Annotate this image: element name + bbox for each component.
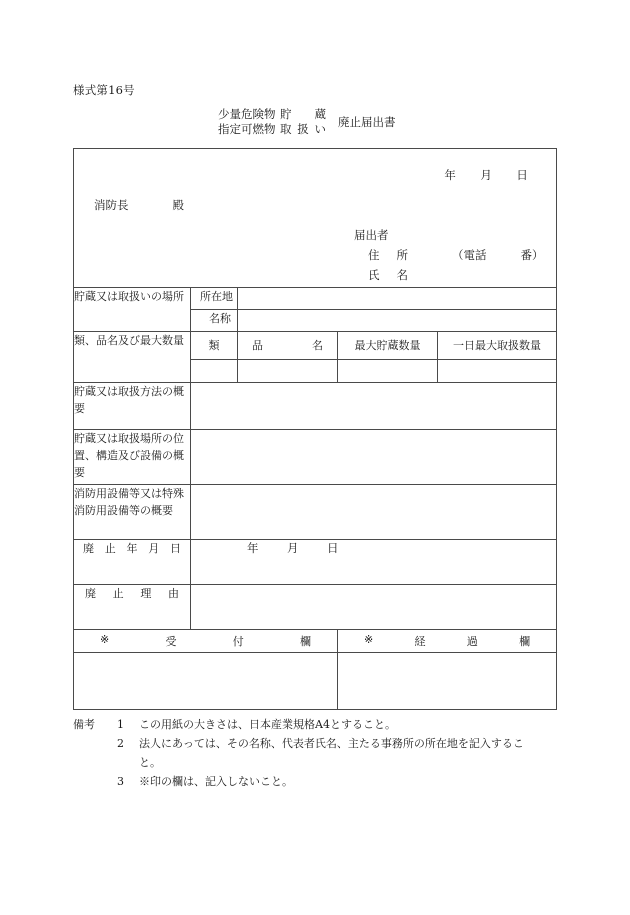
quantity-maxdaily-value-cell[interactable] bbox=[438, 360, 557, 383]
submitter-phone-label bbox=[452, 245, 544, 265]
abolition-date-label: 廃 止 年 月 日 bbox=[83, 542, 181, 555]
structure-label: 貯蔵又は取扱場所の位置、構造及び設備の概要 bbox=[74, 432, 184, 479]
table-row-footer-bodies bbox=[74, 653, 557, 710]
notes-section bbox=[73, 715, 573, 791]
abolition-date-value-cell[interactable] bbox=[191, 540, 557, 585]
receipt-header-cell bbox=[74, 630, 338, 653]
salutation-line bbox=[94, 197, 184, 213]
table-row-abolition-reason bbox=[74, 585, 557, 630]
quantity-class-value-cell[interactable] bbox=[191, 360, 238, 383]
structure-label-cell bbox=[74, 430, 191, 485]
notes-label: 備考 bbox=[73, 718, 95, 731]
phone-prefix: （電話 bbox=[452, 248, 487, 262]
method-label: 貯蔵又は取扱方法の概要 bbox=[74, 385, 184, 415]
abolition-month-label: 月 bbox=[287, 541, 299, 555]
structure-value-cell[interactable] bbox=[191, 430, 557, 485]
table-row-footer-headers bbox=[74, 630, 557, 653]
document-title bbox=[218, 107, 396, 137]
authority-label: 消防長 bbox=[94, 198, 129, 212]
date-day-label: 日 bbox=[516, 168, 528, 182]
table-row-quantity-header bbox=[74, 332, 557, 360]
quantity-col-maxdaily-header bbox=[438, 332, 557, 360]
quantity-col-class-header bbox=[191, 332, 238, 360]
abolition-date-label-cell bbox=[74, 540, 191, 585]
location-address-label-cell bbox=[191, 288, 238, 310]
date-month-label: 月 bbox=[480, 168, 492, 182]
title-line-2 bbox=[218, 122, 334, 137]
title-kind-hazardous: 少量危険物 bbox=[218, 107, 276, 121]
note-item bbox=[73, 772, 573, 791]
quantity-maxstorage-value-cell[interactable] bbox=[338, 360, 438, 383]
note-text: ※印の欄は、記入しないこと。 bbox=[139, 775, 293, 788]
submitter-address-row bbox=[368, 245, 544, 265]
method-value-cell[interactable] bbox=[191, 383, 557, 430]
phone-suffix: 番） bbox=[520, 248, 544, 262]
submitter-name-label: 氏 名 bbox=[368, 268, 408, 282]
abolition-day-label: 日 bbox=[327, 541, 339, 555]
quantity-label-cell bbox=[74, 332, 191, 383]
quantity-label: 類、品名及び最大数量 bbox=[74, 334, 184, 347]
title-tail: 廃止届出書 bbox=[338, 115, 396, 129]
equipment-label: 消防用設備等又は特殊消防用設備等の概要 bbox=[74, 487, 184, 517]
abolition-year-label: 年 bbox=[247, 541, 259, 555]
quantity-item-value bbox=[238, 360, 337, 370]
submission-date-line bbox=[432, 167, 540, 183]
progress-header-label: ※ 経 過 欄 bbox=[364, 633, 531, 648]
location-address-label: 所 在 地 bbox=[200, 290, 233, 303]
note-continuation: と。 bbox=[139, 756, 161, 769]
title-line-1 bbox=[218, 107, 334, 122]
progress-body-value bbox=[338, 653, 556, 663]
quantity-item-value-cell[interactable] bbox=[238, 360, 338, 383]
table-row-header bbox=[74, 149, 557, 288]
title-kind-combustible: 指定可燃物 bbox=[218, 122, 276, 136]
note-text: 法人にあっては、その名称、代表者氏名、主たる事務所の所在地を記入するこ bbox=[139, 737, 524, 750]
location-name-value-cell[interactable] bbox=[238, 310, 557, 332]
receipt-body-value bbox=[74, 653, 337, 663]
note-number: 2 bbox=[117, 737, 124, 750]
note-item bbox=[73, 715, 573, 734]
quantity-col-maxstorage-label: 最大貯蔵数量 bbox=[354, 339, 421, 352]
header-block-cell bbox=[74, 149, 557, 288]
note-item bbox=[73, 734, 573, 753]
equipment-value-cell[interactable] bbox=[191, 485, 557, 540]
note-number: 3 bbox=[117, 775, 124, 788]
progress-body-cell[interactable] bbox=[338, 653, 557, 710]
quantity-maxdaily-value bbox=[438, 360, 556, 370]
table-row-method bbox=[74, 383, 557, 430]
location-label-cell bbox=[74, 288, 191, 332]
location-address-value bbox=[238, 288, 556, 298]
quantity-col-maxstorage-header bbox=[338, 332, 438, 360]
date-year-label: 年 bbox=[444, 168, 456, 182]
submitter-address-label: 住 所 bbox=[368, 248, 408, 262]
submitter-name-row bbox=[368, 265, 544, 285]
title-action-handling: 取 扱 い bbox=[280, 122, 326, 136]
location-name-value bbox=[238, 310, 556, 320]
submitter-label: 届出者 bbox=[354, 228, 389, 242]
location-label: 貯蔵又は取扱いの場所 bbox=[74, 290, 184, 303]
location-name-label-cell bbox=[191, 310, 238, 332]
abolition-reason-value bbox=[191, 585, 556, 595]
quantity-col-class-label: 類 bbox=[208, 339, 220, 352]
note-number: 1 bbox=[117, 718, 124, 731]
abolition-reason-label: 廃 止 理 由 bbox=[85, 587, 179, 600]
equipment-value bbox=[191, 485, 556, 495]
location-name-label: 名 称 bbox=[209, 312, 231, 325]
phone-gap bbox=[487, 245, 521, 265]
receipt-body-cell[interactable] bbox=[74, 653, 338, 710]
title-action-storage: 貯 蔵 bbox=[280, 107, 326, 121]
honorific-label: 殿 bbox=[172, 198, 184, 212]
location-address-value-cell[interactable] bbox=[238, 288, 557, 310]
quantity-col-item-label: 品 名 bbox=[252, 339, 323, 352]
progress-header-cell bbox=[338, 630, 557, 653]
table-row-structure bbox=[74, 430, 557, 485]
quantity-col-maxdaily-label: 一日最大取扱数量 bbox=[453, 339, 542, 352]
table-row-equipment bbox=[74, 485, 557, 540]
form-table bbox=[73, 148, 557, 710]
method-label-cell bbox=[74, 383, 191, 430]
structure-value bbox=[191, 430, 556, 440]
table-row-abolition-date bbox=[74, 540, 557, 585]
equipment-label-cell bbox=[74, 485, 191, 540]
title-stack bbox=[218, 107, 334, 137]
submitter-block bbox=[354, 225, 544, 285]
form-number: 様式第16号 bbox=[73, 83, 135, 97]
table-row-location-address bbox=[74, 288, 557, 310]
abolition-reason-label-cell bbox=[74, 585, 191, 630]
method-value bbox=[191, 383, 556, 393]
quantity-maxstorage-value bbox=[338, 360, 437, 370]
note-text: この用紙の大きさは、日本産業規格A4とすること。 bbox=[139, 718, 396, 731]
abolition-reason-value-cell[interactable] bbox=[191, 585, 557, 630]
receipt-header-label: ※ 受 付 欄 bbox=[100, 633, 311, 648]
quantity-col-item-header bbox=[238, 332, 338, 360]
abolition-date-value bbox=[191, 540, 556, 556]
quantity-class-value bbox=[191, 360, 237, 370]
